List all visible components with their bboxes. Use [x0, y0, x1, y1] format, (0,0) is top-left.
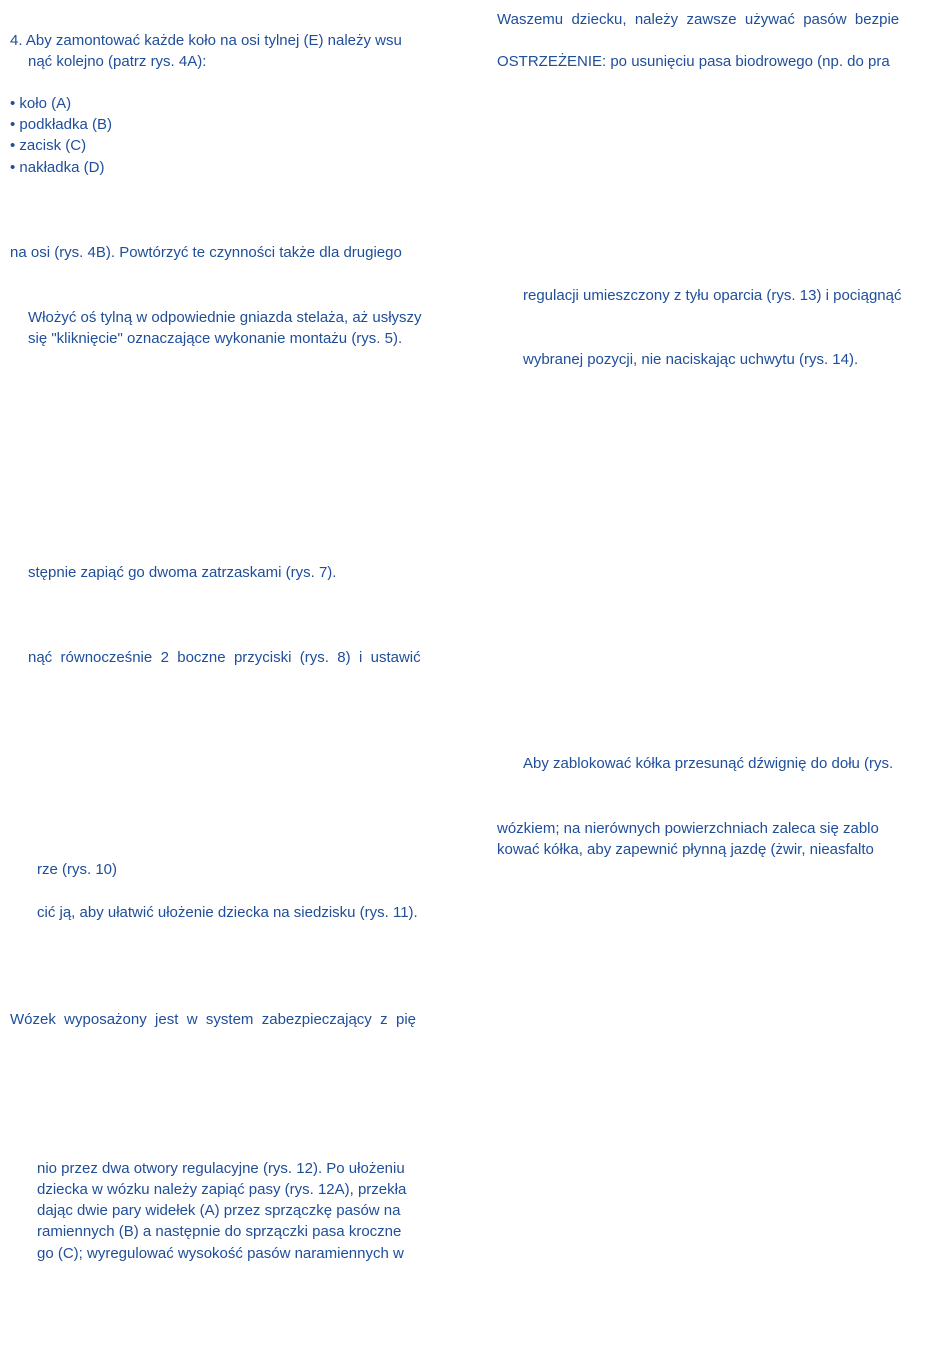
harness-line-1: nio przez dwa otwory regulacyjne (rys. 12). Po ułożeniu: [37, 1160, 405, 1177]
safety-system-text: Wózek wyposażony jest w system zabezpieczający z pię: [10, 1011, 416, 1028]
step4-line-1: 4. Aby zamontować każde koło na osi tylnej (E) należy wsu: [10, 32, 402, 49]
belts-line: Waszemu dziecku, należy zawsze używać pasów bezpie: [497, 11, 900, 28]
list-item-clamp: • zacisk (C): [10, 137, 87, 154]
harness-line-3: dając dwie pary widełek (A) przez sprzączkę pasów na: [37, 1202, 401, 1219]
list-item-washer: • podkładka (B): [10, 116, 112, 133]
list-item-cap: • nakładka (D): [10, 159, 105, 176]
backrest-line: regulacji umieszczony z tyłu oparcia (rys. 13) i pociągnąć: [523, 287, 902, 304]
step4-line-2: nąć kolejno (patrz rys. 4A):: [28, 53, 207, 70]
insert-axle-line-1: Włożyć oś tylną w odpowiednie gniazda stelaża, aż usłyszy: [28, 309, 422, 326]
position-line: wybranej pozycji, nie naciskając uchwytu (rys. 14).: [523, 351, 859, 368]
insert-axle-line-2: się "kliknięcie" oznaczające wykonanie montażu (rys. 5).: [28, 330, 403, 347]
fig10-text: rze (rys. 10): [37, 861, 118, 878]
fig11-text: cić ją, aby ułatwić ułożenie dziecka na siedzisku (rys. 11).: [37, 904, 418, 921]
uneven-line-1: wózkiem; na nierównych powierzchniach zaleca się zablo: [497, 820, 879, 837]
axle-repeat-text: na osi (rys. 4B). Powtórzyć te czynności także dla drugiego: [10, 244, 402, 261]
clasp-text: stępnie zapiąć go dwoma zatrzaskami (rys. 7).: [28, 564, 337, 581]
side-buttons-text: nąć równocześnie 2 boczne przyciski (rys. 8) i ustawić: [28, 649, 421, 666]
wheel-lock-line: Aby zablokować kółka przesunąć dźwignię do dołu (rys.: [523, 755, 894, 772]
list-item-wheel: • koło (A): [10, 95, 72, 112]
harness-line-5: go (C); wyregulować wysokość pasów naramiennych w: [37, 1245, 404, 1262]
harness-line-2: dziecka w wózku należy zapiąć pasy (rys. 12A), przekła: [37, 1181, 407, 1198]
warning-line: OSTRZEŻENIE: po usunięciu pasa biodrowego (np. do pra: [497, 53, 890, 70]
harness-line-4: ramiennych (B) a następnie do sprzączki pasa kroczne: [37, 1223, 402, 1240]
uneven-line-2: kować kółka, aby zapewnić płynną jazdę (żwir, nieasfalto: [497, 841, 874, 858]
